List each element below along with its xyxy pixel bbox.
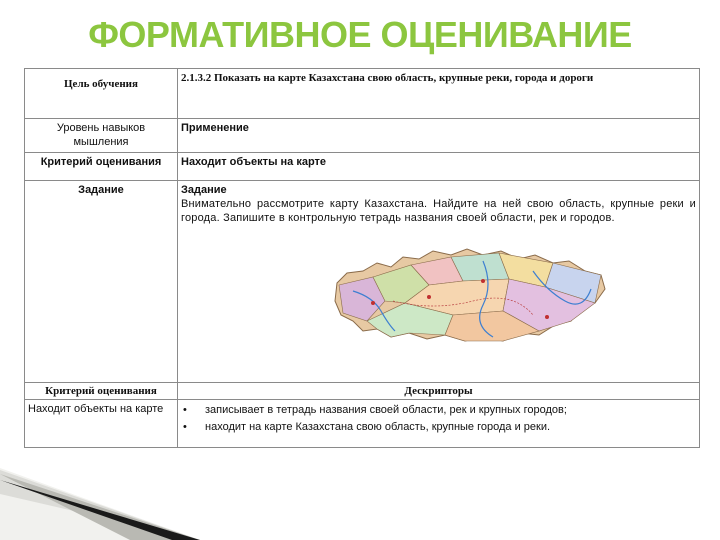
footer-criterion-label: Критерий оценивания	[25, 383, 178, 400]
list-item: • записывает в тетрадь названия своей области, рек и крупных городов;	[181, 402, 696, 419]
descriptors-cell	[178, 400, 700, 448]
page-title: ФОРМАТИВНОЕ ОЦЕНИВАНИЕ	[88, 14, 632, 55]
table-row	[25, 400, 700, 448]
skill-value: Применение	[178, 119, 700, 153]
goal-value: 2.1.3.2 Показать на карте Казахстана свою область, крупные реки, города и дороги	[178, 69, 700, 119]
assessment-table	[24, 68, 700, 448]
corner-decoration	[0, 450, 200, 540]
table-row	[25, 153, 700, 181]
criterion-value: Находит объекты на карте	[178, 153, 700, 181]
descriptor-list	[181, 402, 696, 436]
task-text: Внимательно рассмотрите карту Казахстана. Найдите на ней свою область, крупные реки и города. Запишите в контрольную тетрадь названия своей области, рек и городов.	[181, 198, 696, 224]
task-title: Задание	[181, 184, 227, 196]
skill-label: Уровень навыков мышления	[25, 119, 178, 153]
table-row	[25, 383, 700, 400]
criterion-label: Критерий оценивания	[25, 153, 178, 181]
table-row	[25, 69, 700, 119]
task-label: Задание	[25, 181, 178, 383]
map-graphic	[333, 241, 609, 349]
kazakhstan-map-image	[333, 241, 609, 349]
list-item: • находит на карте Казахстана свою область, крупные города и реки.	[181, 419, 696, 436]
footer-criterion-value: Находит объекты на карте	[25, 400, 178, 448]
table-row	[25, 181, 700, 383]
table-row	[25, 119, 700, 153]
descriptors-label: Дескрипторы	[178, 383, 700, 400]
goal-label: Цель обучения	[25, 69, 178, 119]
task-cell	[178, 181, 700, 383]
